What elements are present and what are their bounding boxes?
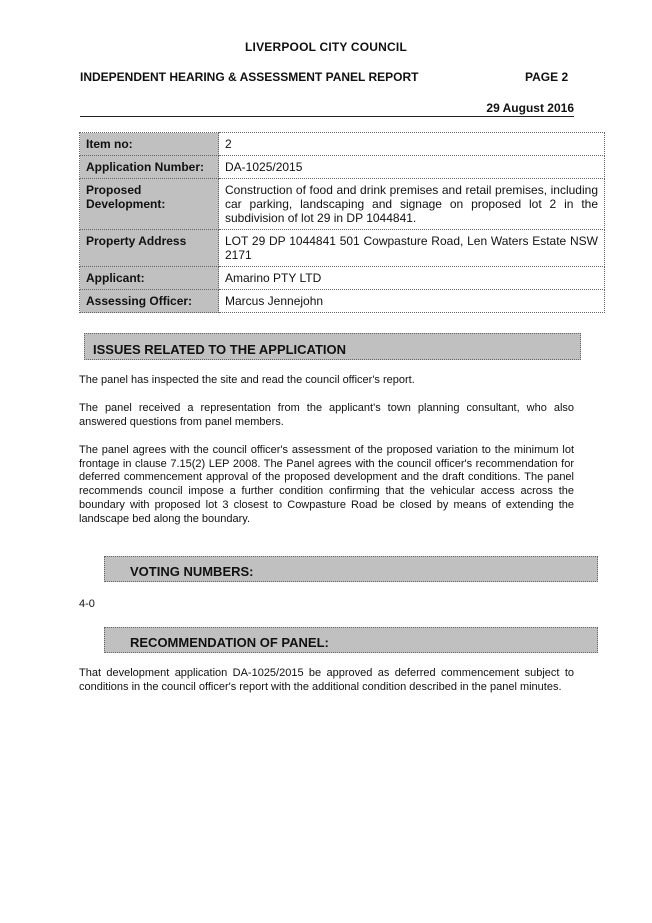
application-number-label: Application Number: <box>80 156 219 179</box>
council-name: LIVERPOOL CITY COUNCIL <box>245 40 407 54</box>
table-row <box>80 179 605 230</box>
voting-result: 4-0 <box>79 598 95 610</box>
applicant-label: Applicant: <box>80 267 219 290</box>
application-number-value: DA-1025/2015 <box>219 156 605 179</box>
assessing-officer-value: Marcus Jennejohn <box>219 290 605 313</box>
report-date: 29 August 2016 <box>486 101 574 115</box>
report-title: INDEPENDENT HEARING & ASSESSMENT PANEL REPORT <box>80 70 419 84</box>
property-address-label: Property Address <box>80 230 219 267</box>
item-no-label: Item no: <box>80 133 219 156</box>
table-row <box>80 267 605 290</box>
recommendation-text: That development application DA-1025/2015 be approved as deferred commencement subject to conditions in the council officer's report with the additional condition described in the panel minutes. <box>79 667 574 693</box>
proposed-development-value: Construction of food and drink premises and retail premises, including car parking, landscaping and signage on proposed lot 2 in the subdivision of lot 29 in DP 1044841. <box>219 179 605 230</box>
applicant-value: Amarino PTY LTD <box>219 267 605 290</box>
voting-heading: VOTING NUMBERS: <box>104 556 598 582</box>
issues-paragraph: The panel received a representation from the applicant's town planning consultant, who also answered questions from panel members. <box>79 402 574 428</box>
proposed-development-label: Proposed Development: <box>80 179 219 230</box>
issues-paragraph: The panel agrees with the council officer's assessment of the proposed variation to the minimum lot frontage in clause 7.15(2) LEP 2008. The Panel agrees with the council officer's recommendation for deferred commencement approval of the proposed development and the draft conditions. The panel recommends council impose a further condition confirming that the vehicular access across the boundary with proposed lot 3 closest to Cowpasture Road be closed by means of extending the landscape bed along the boundary. <box>79 444 574 525</box>
issues-paragraph: The panel has inspected the site and read the council officer's report. <box>79 374 415 386</box>
table-row <box>80 290 605 313</box>
header-rule <box>80 116 574 117</box>
item-no-value: 2 <box>219 133 605 156</box>
table-row <box>80 133 605 156</box>
assessing-officer-label: Assessing Officer: <box>80 290 219 313</box>
page-number: PAGE 2 <box>525 70 569 84</box>
issues-heading: ISSUES RELATED TO THE APPLICATION <box>84 333 581 360</box>
recommendation-heading: RECOMMENDATION OF PANEL: <box>104 627 598 653</box>
table-row <box>80 230 605 267</box>
table-row <box>80 156 605 179</box>
property-address-value: LOT 29 DP 1044841 501 Cowpasture Road, Len Waters Estate NSW 2171 <box>219 230 605 267</box>
application-details-table <box>79 132 605 313</box>
